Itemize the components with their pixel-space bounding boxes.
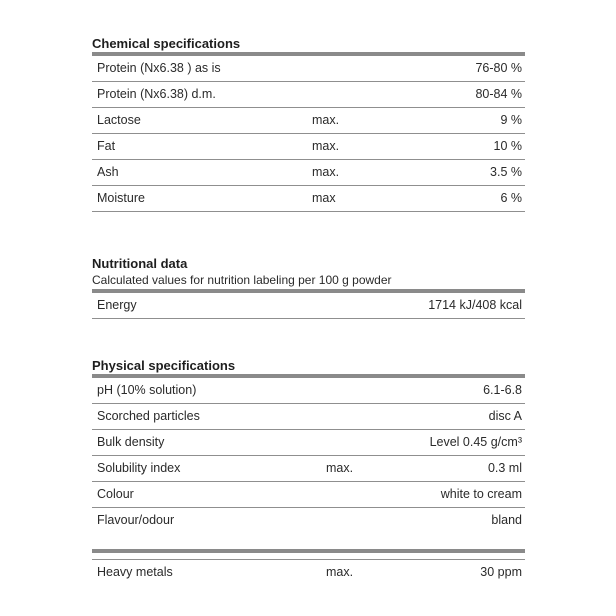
row-label: Colour [97,487,134,501]
row-qualifier: max. [312,139,340,153]
row-qualifier: max. [312,165,340,179]
row-value: 10 % [493,139,522,153]
row-label: Ash [97,165,119,179]
table-row [92,404,525,430]
row-value: white to cream [440,487,522,501]
row-qualifier: max. [312,113,340,127]
table-row [92,134,525,160]
row-value: bland [491,513,522,527]
section-title: Nutritional data [92,256,188,271]
table-row [92,456,525,482]
row-value: 6.1-6.8 [483,383,522,397]
row-value: 76-80 % [475,61,522,75]
table-row [92,186,525,212]
row-label: Solubility index [97,461,181,475]
section-subtitle: Calculated values for nutrition labeling per 100 g powder [92,273,392,287]
row-value: 3.5 % [490,165,522,179]
row-value: 30 ppm [480,565,522,579]
row-qualifier: max. [326,565,354,579]
row-label: pH (10% solution) [97,383,197,397]
table-row [92,508,525,533]
row-qualifier: max. [326,461,354,475]
row-label: Moisture [97,191,145,205]
other-specifications-section [92,549,525,585]
row-label: Protein (Nx6.38) d.m. [97,87,216,101]
table-row [92,482,525,508]
nutritional-table [92,293,525,319]
table-row [92,293,525,319]
table-row [92,560,525,585]
chemical-specifications-section [92,36,525,212]
row-label: Lactose [97,113,141,127]
table-row [92,430,525,456]
table-row [92,160,525,186]
section-title: Physical specifications [92,358,236,373]
row-value: Level 0.45 g/cm³ [429,435,522,449]
row-label: Fat [97,139,116,153]
row-label: Scorched particles [97,409,200,423]
row-label: Heavy metals [97,565,173,579]
other-table [92,559,525,585]
row-label: Flavour/odour [97,513,175,527]
table-row [92,378,525,404]
physical-table [92,378,525,533]
row-label: Protein (Nx6.38 ) as is [97,61,221,75]
row-value: 6 % [500,191,522,205]
table-row [92,82,525,108]
chemical-table [92,56,525,212]
row-qualifier: max [312,191,336,205]
row-value: 1714 kJ/408 kcal [428,298,522,312]
physical-specifications-section [92,358,525,533]
row-value: 9 % [500,113,522,127]
row-value: 0.3 ml [487,461,522,475]
section-title: Chemical specifications [92,36,241,51]
row-value: disc A [488,409,522,423]
nutritional-data-section [92,256,525,319]
table-row [92,108,525,134]
row-value: 80-84 % [475,87,522,101]
row-label: Energy [97,298,137,312]
row-label: Bulk density [97,435,165,449]
table-row [92,56,525,82]
